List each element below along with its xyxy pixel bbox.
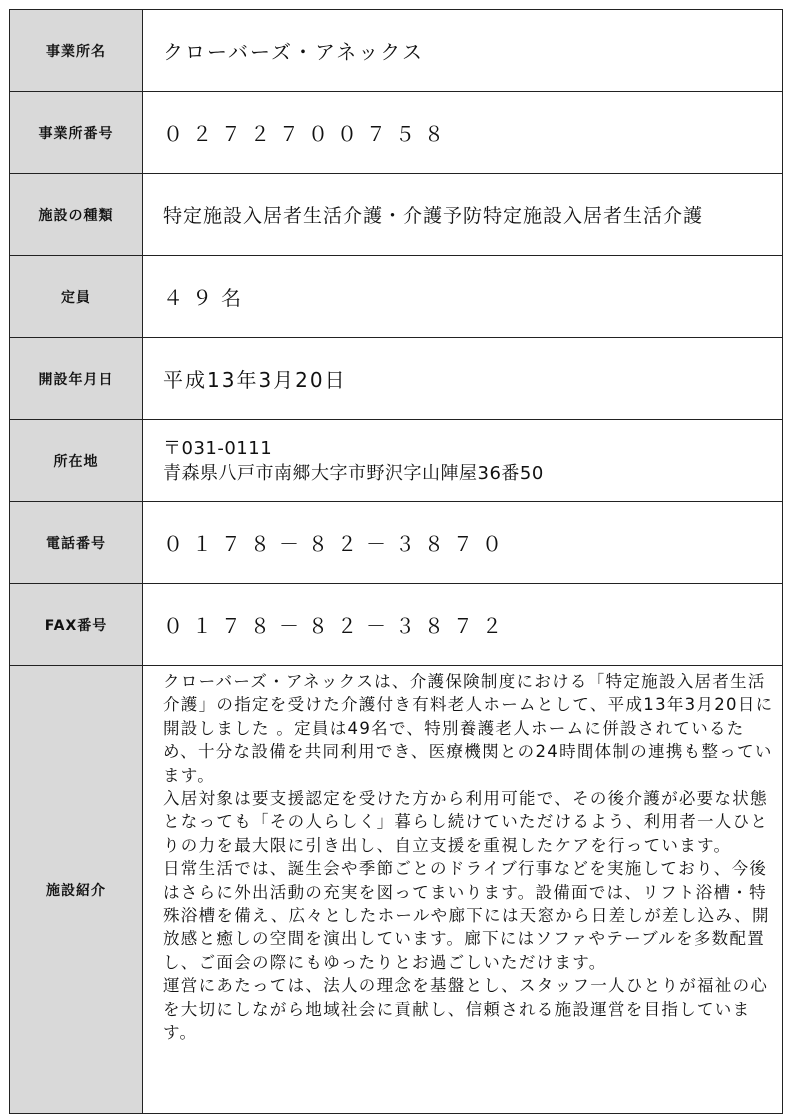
table-row	[10, 256, 783, 338]
facility-info-table	[9, 9, 783, 1114]
label-phone: 電話番号	[10, 502, 143, 584]
intro-paragraph: 入居対象は要支援認定を受けた方から利用可能で、その後介護が必要な状態となっても「その人らしく」暮らし続けていただけるよう、利用者一人ひとりの力を最大限に引き出し、自立支援を重視したケアを行っています。	[163, 789, 769, 855]
intro-paragraph: 運営にあたっては、法人の理念を基盤とし、スタッフ一人ひとりが福祉の心を大切にしながら地域社会に貢献し、信頼される施設運営を目指しています。	[163, 976, 769, 1043]
capacity: ４９名	[143, 256, 783, 338]
table-row	[10, 584, 783, 666]
intro-paragraph: クローバーズ・アネックスは、介護保険制度における「特定施設入居者生活介護」の指定を受けた介護付き有料老人ホームとして、平成13年3月20日に開設しました 。定員は49名で、特別養護老人ホームに併設されているため、十分な設備を共同利用でき、医療機関との24時間体制の連携も整っています。	[163, 672, 774, 785]
phone-number: ０１７８－８２－３８７０	[143, 502, 783, 584]
label-facility-number: 事業所番号	[10, 92, 143, 174]
table-row	[10, 666, 783, 1114]
address-cell	[143, 420, 783, 502]
table-row	[10, 420, 783, 502]
opening-date: 平成13年3月20日	[143, 338, 783, 420]
facility-name: クローバーズ・アネックス	[143, 10, 783, 92]
facility-type: 特定施設入居者生活介護・介護予防特定施設入居者生活介護	[143, 174, 783, 256]
intro-paragraph: 日常生活では、誕生会や季節ごとのドライブ行事などを実施しており、今後はさらに外出活動の充実を図ってまいります。設備面では、リフト浴槽・特殊浴槽を備え、広々としたホールや廊下には天窓から日差しが差し込み、開放感と癒しの空間を演出しています。廊下にはソファやテーブルを多数配置し、ご面会の際にもゆったりとお過ごしいただけます。	[163, 859, 770, 972]
table-row	[10, 92, 783, 174]
fax-number: ０１７８－８２－３８７２	[143, 584, 783, 666]
table-row	[10, 338, 783, 420]
label-facility-name: 事業所名	[10, 10, 143, 92]
label-facility-type: 施設の種類	[10, 174, 143, 256]
label-introduction: 施設紹介	[10, 666, 143, 1114]
introduction-text	[143, 666, 783, 1114]
label-address: 所在地	[10, 420, 143, 502]
address: 青森県八戸市南郷大字市野沢字山陣屋36番50	[163, 462, 544, 484]
table-row	[10, 10, 783, 92]
facility-number: ０２７２７００７５８	[143, 92, 783, 174]
postal-code: 〒031-0111	[163, 437, 273, 459]
label-fax: FAX番号	[10, 584, 143, 666]
table-row	[10, 174, 783, 256]
label-capacity: 定員	[10, 256, 143, 338]
label-opening-date: 開設年月日	[10, 338, 143, 420]
table-row	[10, 502, 783, 584]
